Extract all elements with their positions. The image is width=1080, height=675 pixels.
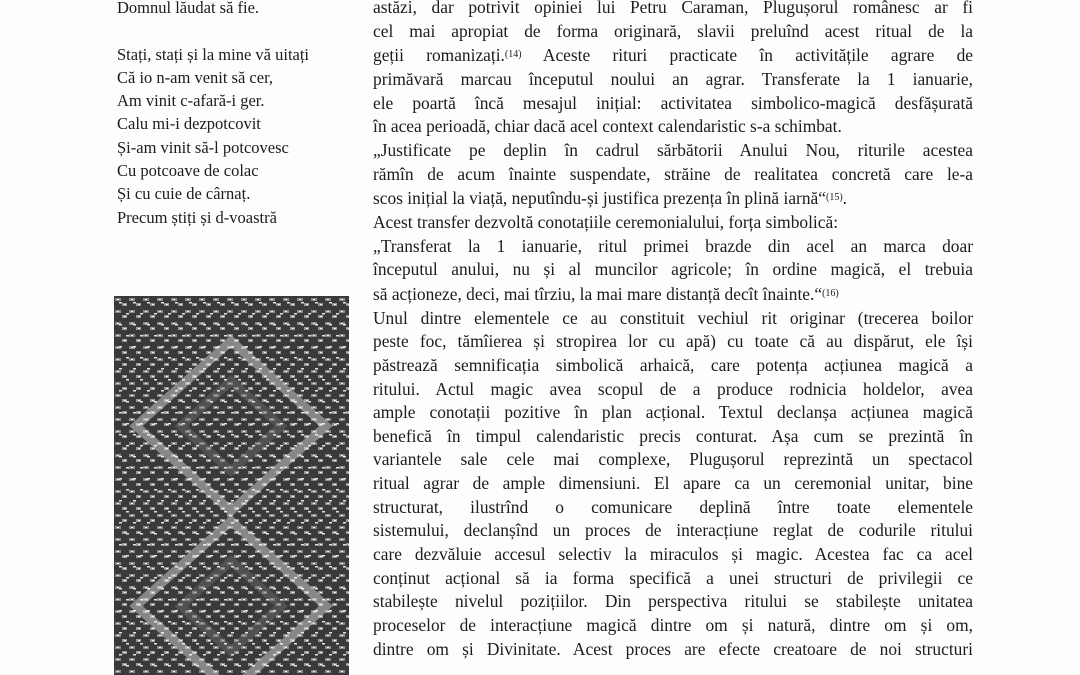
text-line <box>373 354 973 378</box>
text-line-content: stabilește nivelul pozițiilor. Din perspectiva ritului se stabilește unitatea <box>373 591 973 612</box>
text-line-content: „Justificate pe deplin în cadrul sărbătorii Anului Nou, riturile acestea <box>373 139 973 160</box>
text-line-continuation: . <box>842 188 848 209</box>
text-line-content: geții romanizați. <box>373 45 505 66</box>
text-line <box>373 211 973 235</box>
text-line <box>373 614 973 638</box>
text-line-content: ritual agrar de ample dimensiuni. El apare ca un ceremonial unitar, bine <box>373 473 973 494</box>
text-line <box>373 92 973 116</box>
text-line-content: scos inițial la viață, neputîndu-și justifica prezența în plină iarnă“ <box>373 188 826 209</box>
text-line <box>373 543 973 567</box>
poem-line: Precum știți și d-voastră <box>117 207 277 227</box>
poem-line: Că io n-am venit să cer, <box>117 67 274 87</box>
body-text-column <box>373 0 973 661</box>
text-line <box>373 378 973 402</box>
footnote-ref: (15) <box>825 192 843 204</box>
text-line-content: Unul dintre elementele ce au constituit vechiul rit originar (trecerea boilor <box>373 307 973 328</box>
text-line-content: „Transferat la 1 ianuarie, ritul primei brazde din acel an marca doar <box>373 235 973 256</box>
text-line <box>373 139 973 163</box>
text-line <box>373 235 973 259</box>
text-line <box>373 43 973 68</box>
text-line-continuation: Aceste rituri practicate în activitățile agrare de <box>521 45 973 66</box>
poem-line: Domnul lăudat să fie. <box>117 0 260 17</box>
text-line <box>373 68 973 92</box>
text-line <box>373 186 973 211</box>
text-line-content: structurat, ilustrînd o comunicare deplină între toate elementele <box>373 496 973 517</box>
text-line <box>373 519 973 543</box>
text-line <box>373 401 973 425</box>
text-line-content: ample conotații pozitive în plan acțional. Textul declanșa acțiunea magică <box>373 402 973 423</box>
text-line-content: rămîn de acum înainte suspendate, străine de realitatea concretă care le-a <box>373 163 973 184</box>
text-line <box>373 163 973 187</box>
text-line <box>373 115 973 139</box>
text-line <box>373 282 973 307</box>
text-line <box>373 425 973 449</box>
text-line-content: primăvară marcau începutul noului an agrar. Transferate la 1 ianuarie, <box>373 68 973 89</box>
text-line <box>373 330 973 354</box>
stanza-gap <box>117 19 357 42</box>
poem-line: Am vinit c-afară-i ger. <box>117 91 265 111</box>
text-line-content: păstrează semnificația simbolică arhaică, care potența acțiunea magică a <box>373 354 973 375</box>
text-line <box>373 0 973 20</box>
text-line-content: care dezvăluie accesul selectiv la miraculos și magic. Acestea fac ca acel <box>373 544 973 565</box>
text-line-content: ritului. Actul magic avea scopul de a produce rodnicia holdelor, avea <box>373 378 973 399</box>
footnote-ref: (16) <box>822 287 839 299</box>
text-line <box>373 20 973 44</box>
text-line-content: cel mai apropiat de forma originară, slavii preluînd acest ritual de la <box>373 20 973 41</box>
text-line-content: proceselor de interacțiune magică dintre om și natură, dintre om și om, <box>373 615 973 636</box>
poem-line: Stați, stați și la mine vă uitați <box>117 44 310 64</box>
text-line <box>373 307 973 331</box>
text-line <box>373 258 973 282</box>
woven-textile-photo <box>114 296 349 675</box>
text-line <box>373 567 973 591</box>
poem-line: Calu mi-i dezpotcovit <box>117 114 261 134</box>
text-line-content: Acest transfer dezvoltă conotațiile ceremonialului, forța simbolică: <box>373 211 839 232</box>
text-line-content: sistemului, declanșînd un proces de interacțiune reglat de codurile ritului <box>373 520 973 541</box>
text-line-content: ele poartă încă mesajul inițial: activitatea simbolico-magică desfășurată <box>373 92 973 113</box>
poem-line: Și-am vinit să-l potcovesc <box>117 137 289 157</box>
text-line <box>373 472 973 496</box>
poem-line: Cu potcoave de colac <box>117 161 259 181</box>
text-line <box>373 638 973 662</box>
poem-line: Și cu cuie de cârnaț. <box>117 184 251 204</box>
text-line <box>373 496 973 520</box>
text-line-content: benefică în timpul calendaristic precis conturat. Așa cum se prezintă în <box>373 425 973 446</box>
text-line-content: dintre om și Divinitate. Acest proces are efecte creatoare de noi structuri <box>373 638 973 659</box>
text-line <box>373 448 973 472</box>
text-line <box>373 590 973 614</box>
text-line-content: astăzi, dar potrivit opiniei lui Petru Caraman, Plugușorul românesc ar fi <box>373 0 973 17</box>
poem-column <box>117 0 357 229</box>
text-line-content: să acționeze, deci, mai tîrziu, la mai mare distanță decît înainte.“ <box>373 283 823 304</box>
text-line-content: începutul anului, nu și al muncilor agricole; în ordine magică, el trebuia <box>373 259 973 280</box>
footnote-ref: (14) <box>504 49 522 61</box>
text-line-content: conținut acțional să ia forma specifică a unei structuri de privilegii ce <box>373 567 973 588</box>
text-line-content: în acea perioadă, chiar dacă acel context calendaristic s-a schimbat. <box>373 116 842 137</box>
text-line-content: peste foc, tămîierea și stropirea lor cu apă) cu toate că au dispărut, ele își <box>373 331 973 352</box>
text-line-content: variantele sale cele mai complexe, Plugușorul reprezintă un spectacol <box>373 449 973 470</box>
